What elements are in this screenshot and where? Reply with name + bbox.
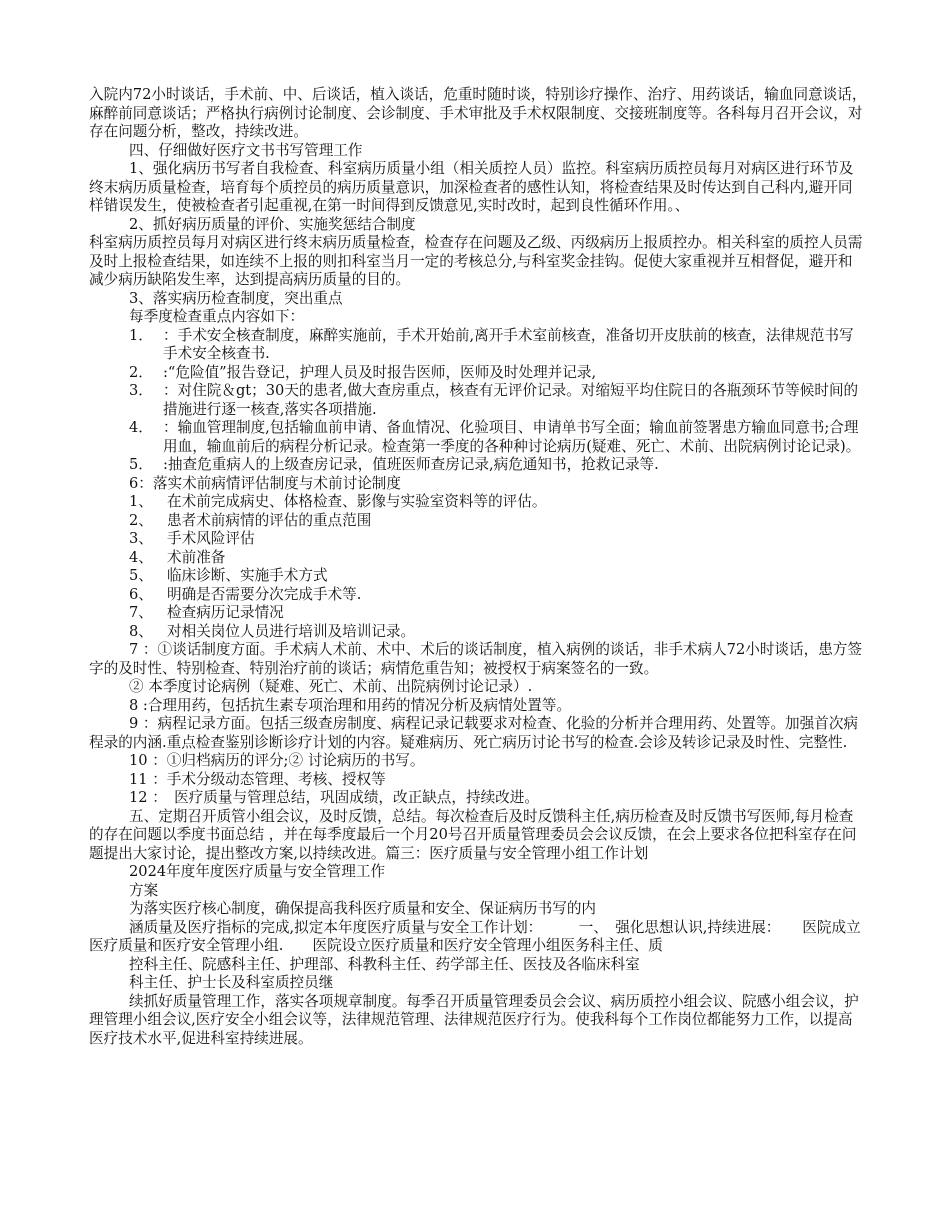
list-item-text: 临床诊断、实施手术方式 (167, 567, 328, 584)
list-item-text: :“危险值”报告登记，护理人员及时报告医师，医师及时处理并记录, (163, 363, 597, 381)
paragraph-plan-subtitle: 方案 (129, 881, 159, 899)
document-body (89, 86, 867, 1048)
paragraph-plan-title: 2024年度年度医疗质量与安全管理工作 (129, 863, 386, 880)
paragraph-item-9: 9 ：病程记录方面。包括三级查房制度、病程记录记载要求对检查、化验的分析并合理用药、处置等。加强首次病程录的内涵.重点检查鉴别诊断诊疗计划的内容。疑难病历、死亡病历讨论书写的检查.会诊及转诊记录及时性、完整性. (89, 715, 859, 751)
list-item (89, 382, 867, 419)
paragraph-item-7b: ② 本季度讨论病例（疑难、死亡、术前、出院病例讨论记录）. (129, 678, 533, 695)
list-item (89, 530, 867, 549)
list-item-number: 7、 (129, 604, 153, 621)
list-item (89, 364, 867, 383)
paragraph-plan-members-2: 科主任、护士长及科室质控员继 (129, 974, 334, 991)
list-item-text: ：对住院＆gt；30天的患者,做大查房重点，核查有无评价记录。对缩短平均住院日的各瓶颈环节等候时间的措施进行逐一核查,落实各项措施. (163, 382, 859, 418)
list-item (89, 567, 867, 586)
paragraph-self-check: 1、强化病历书写者自我检查、科室病历质量小组（相关质控人员）监控。科室病历质控员每月对病区进行环节及终末病历质量检查，培育每个质控员的病历质量意识，加深检查者的感性认知，将检查结果及时传达到自己科内,避开同样错误发生，使被检查者引起重视,在第一时间得到反馈意见,实时改时，起到良性循环作用。、 (89, 160, 854, 214)
list-item (89, 456, 867, 475)
list-item-number: 1． (129, 326, 153, 344)
section-heading-4: 四、仔细做好医疗文书书写管理工作 (129, 141, 363, 159)
paragraph-item-10: 10 ：①归档病历的评分;② 讨论病历的书写。 (129, 752, 425, 769)
list-item-number: 3． (129, 382, 153, 399)
paragraph-talk-system: 入院内72小时谈话，手术前、中、后谈话，植入谈话，危重时随时谈，特别诊疗操作、治疗、用药谈话，输血同意谈话，麻醉前同意谈话；严格执行病例讨论制度、会诊制度、手术审批及手术权限制度、交接班制度等。各科每月召开会议，对存在问题分析，整改，持续改进。 (89, 86, 867, 140)
paragraph-plan-members: 控科主任、院感科主任、护理部、科教科主任、药学部主任、医技及各临床科室 (129, 955, 640, 973)
paragraph-item-12: 12 ： 医疗质量与管理总结，巩固成绩，改正缺点，持续改进。 (129, 789, 539, 806)
list-item-number: 4、 (129, 548, 153, 566)
list-item-number: 2、 (129, 511, 153, 529)
list-item-text: 术前准备 (167, 548, 226, 566)
paragraph-item-7: 7 ：①谈话制度方面。手术病人术前、术中、术后的谈话制度，植入病例的谈话，非手术病人72小时谈话，患方签字的及时性、特别检查、特别治疗前的谈话；病情危重告知；被授权于病案签名的一致。 (89, 641, 862, 677)
list-item-text: 明确是否需要分次完成手术等. (167, 585, 362, 603)
list-item (89, 623, 867, 642)
list-item-text: 患者术前病情的评估的重点范围 (167, 511, 372, 529)
list-item-number: 5． (129, 456, 153, 473)
list-item-text: 手术风险评估 (167, 530, 255, 547)
list-item-number: 2． (129, 363, 153, 381)
list-item-text: :抽查危重病人的上级查房记录，值班医师查房记录,病危通知书，抢救记录等. (163, 456, 659, 473)
list-item-text: 在术前完成病史、体格检查、影像与实验室资料等的评估。 (167, 493, 547, 510)
list-item (89, 549, 867, 568)
list-item-number: 1、 (129, 493, 153, 510)
paragraph-quarterly-intro: 每季度检查重点内容如下： (129, 308, 305, 325)
paragraph-item-11: 11 ：手术分级动态管理、考核、授权等 (129, 770, 386, 788)
paragraph-plan-body: 涵质量及医疗指标的完成,拟定本年度医疗质量与安全工作计划： 一、 强化思想认识,持续进展： 医院成立医疗质量和医疗安全管理小组. 医院设立医疗质量和医疗安全管理小组医务科主任、质 (89, 918, 861, 954)
list-item (89, 327, 867, 364)
paragraph-evaluation: 科室病历质控员每月对病区进行终末病历质量检查，检查存在问题及乙级、丙级病历上报质控办。相关科室的质控人员需及时上报检查结果，如连续不上报的则扣科室当月一定的考核总分,与科室奖金挂钩。促使大家重视并互相督促，避开和减少病历缺陷发生率，达到提高病历质量的目的。 (89, 234, 863, 288)
list-item-text: 对相关岗位人员进行培训及培训记录。 (167, 622, 416, 640)
list-item (89, 586, 867, 605)
list-item-number: 5、 (129, 567, 153, 584)
list-item-number: 3、 (129, 530, 153, 547)
paragraph-preop-heading: 6：落实术前病情评估制度与术前讨论制度 (129, 474, 401, 492)
list-item-number: 8、 (129, 622, 153, 640)
paragraph-evaluation-heading: 2、抓好病历质量的评价、实施奖惩结合制度 (129, 215, 416, 233)
list-item-text: ：输血管理制度,包括输血前申请、备血情况、化验项目、申请单书写全面；输血前签署患方输血同意书;合理用血，输血前后的病程分析记录。检查第一季度的各种种讨论病历(疑难、死亡、术前、出院病例讨论记录)。 (163, 419, 861, 455)
paragraph-item-8: 8 :合理用药，包括抗生素专项治理和用药的情况分析及病情处置等。 (129, 696, 572, 714)
list-item (89, 419, 867, 456)
paragraph-plan-closing: 续抓好质量管理工作，落实各项规章制度。每季召开质量管理委员会会议、病历质控小组会议、院感小组会议，护理管理小组会议,医疗安全小组会议等，法律规范管理、法律规范医疗行为。使我科每个工作岗位都能努力工作，以提高医疗技术水平,促进科室持续进展。 (89, 992, 859, 1047)
list-item-number: 6、 (129, 585, 153, 603)
paragraph-section-5: 五、定期召开质管小组会议，及时反馈，总结。每次检查后及时反馈科主任,病历检查及时反馈书写医师,每月检查的存在问题以季度书面总结 ，并在每季度最后一个月20号召开质量管理委员会会议反馈，在会上要求各位把科室存在问题提出大家讨论，提出整改方案,以持续改进。篇三：医疗质量与安全管理小组工作计划 (89, 807, 857, 862)
list-item-number: 4． (129, 419, 153, 436)
paragraph-inspection-heading: 3、落实病历检查制度，突出重点 (129, 289, 343, 307)
list-item-text: 检查病历记录情况 (167, 604, 284, 621)
paragraph-plan-intro: 为落实医疗核心制度，确保提高我科医疗质量和安全、保证病历书写的内 (129, 900, 597, 917)
list-item (89, 512, 867, 531)
list-item-text: ：手术安全核查制度，麻醉实施前，手术开始前,离开手术室前核查，准备切开皮肤前的核查，法律规范书写手术安全核查书. (163, 326, 854, 362)
list-item (89, 604, 867, 623)
list-item (89, 493, 867, 512)
